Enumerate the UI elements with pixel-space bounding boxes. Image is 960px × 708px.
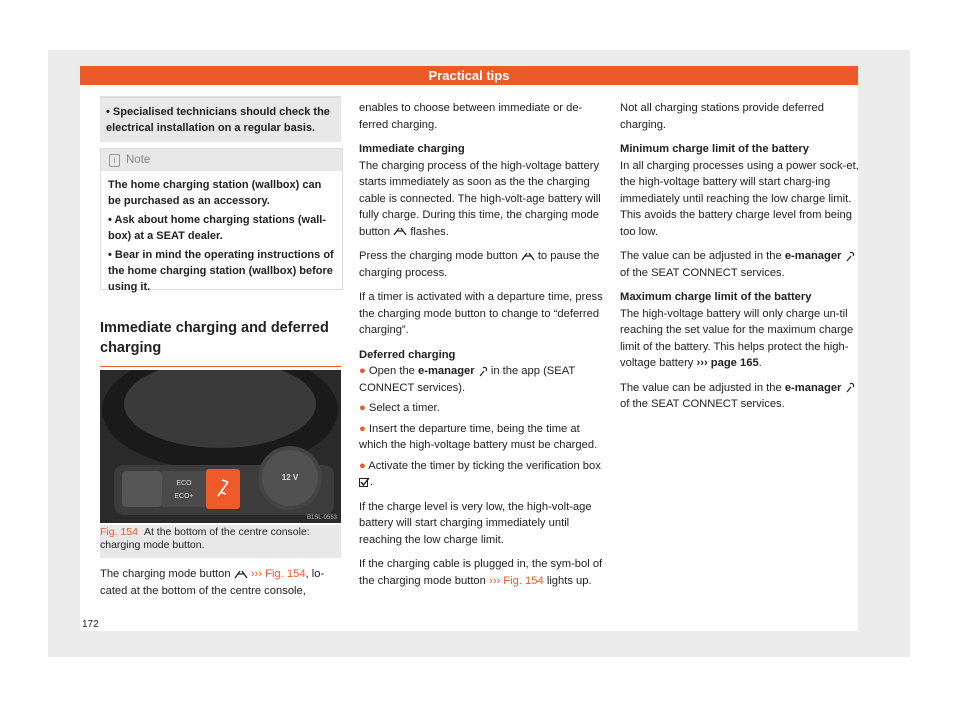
text-span: Press the charging mode button [359,250,518,262]
e-manager-icon [845,382,855,393]
note-body [101,171,342,295]
subheading-deferred-charging: Deferred charging [359,348,456,361]
bullet-dot: ● [359,459,369,472]
bullet-item [359,400,603,417]
figure-link[interactable]: ››› Fig. 154 [250,568,306,580]
note-item: The home charging station (wallbox) can be purchased as an accessory. [108,179,322,207]
note-heading: Note [126,154,151,166]
text-span: Insert the departure time, being the time at which the high-voltage battery must be charged. [359,422,598,451]
bullet-item [359,421,603,454]
charging-mode-icon [521,252,535,261]
info-icon: i [109,154,120,167]
text-span: Select a timer. [368,402,440,414]
text-span: to pause the charging process. [359,250,600,279]
text-span: The charging process of the high-voltage battery starts immediately as soon as the the charging cable is connected. The high-volt-age battery will fully charge. During this time, the charging mode button [359,159,601,238]
paragraph: If the charge level is very low, the high-volt-age battery will start charging immediately until reaching the low charge limit. [359,500,592,546]
section-title: Immediate charging and deferred charging [100,318,341,367]
text-span: The value can be adjusted in the [620,381,782,394]
text-span: If the charging cable is plugged in, the sym-bol of the charging mode button [359,558,603,587]
paragraph: enables to choose between immediate or de-ferred charging. [359,102,583,131]
column-2 [359,100,603,597]
figure-caption [100,525,341,558]
figure-caption-text: At the bottom of the centre console: charging mode button. [100,526,310,551]
e-manager-term: e-manager [418,365,475,377]
text-span: The charging mode button [100,568,231,580]
figure-code: B1SL-0553 [306,515,337,521]
text-span: flashes. [410,225,449,238]
text-span: The high-voltage battery will only charge un-til reaching the set value for the maximum charge limit of the battery. This helps protect the high-voltage battery [620,307,854,369]
charging-mode-icon [234,570,248,579]
paragraph [620,248,860,281]
paragraph [359,158,603,241]
paragraph [359,556,603,589]
subheading-immediate-charging: Immediate charging [359,143,465,155]
figure-caption-label: Fig. 154 [100,526,138,538]
paragraph [100,566,341,599]
text-span: Activate the timer by ticking the verification box [368,459,601,472]
figure-illustration [100,370,341,523]
bullet-dot: ● [359,365,369,377]
bullet-dot: ● [359,402,369,414]
text-span: of the SEAT CONNECT services. [620,266,785,279]
note-header [101,149,342,171]
e-manager-term: e-manager [784,250,842,262]
column-1-bottom [100,566,341,607]
eco-label: ECO [176,480,192,487]
e-manager-term: e-manager [784,381,842,394]
e-manager-icon [478,366,488,377]
paragraph [620,380,860,413]
text-span: of the SEAT CONNECT services. [620,398,785,410]
note-item: • Bear in mind the operating instructions of the home charging station (wallbox) before using it. [108,249,334,293]
text-span: The value can be adjusted in the [620,250,782,262]
warning-text: • Specialised technicians should check the electrical installation on a regular basis. [106,106,330,134]
text-span: , lo-cated at the bottom of the centre console, [100,568,325,597]
figure-link[interactable]: ››› Fig. 154 [489,574,544,587]
note-box [100,148,343,293]
bullet-dot: ● [359,422,369,435]
text-span: in the app (SEAT CONNECT services). [359,365,575,394]
paragraph [359,248,603,281]
warning-box [100,96,341,142]
checkbox-icon [359,477,370,488]
page-header: Practical tips [80,66,858,85]
subheading-minimum-charge: Minimum charge limit of the battery [620,143,809,155]
column-3 [620,100,860,421]
figure-charging-button [100,370,341,523]
paragraph [620,306,860,372]
paragraph: Not all charging stations provide deferred charging. [620,102,824,131]
e-manager-icon [845,251,855,262]
text-span: Open the [368,365,415,377]
paragraph: If a timer is activated with a departure time, press the charging mode button to change to “deferred charging”. [359,291,603,336]
bullet-item [359,363,603,396]
text-span: . [758,357,762,369]
text-span: lights up. [546,574,592,587]
page-link[interactable]: ››› page 165 [696,357,759,369]
socket-label: 12 V [281,473,299,482]
page-number: 172 [82,619,99,630]
bullet-item [359,458,603,491]
note-item: • Ask about home charging stations (wall-box) at a SEAT dealer. [108,214,326,242]
subheading-maximum-charge: Maximum charge limit of the battery [620,291,812,303]
eco-plus-label: ECO+ [174,493,194,500]
charging-mode-icon [393,227,407,236]
text-span: . [370,476,374,488]
paragraph: In all charging processes using a power sock-et, the high-voltage battery will start charg-ing immediately until reaching the low charge limit. This avoids the battery charge level from being too low. [620,159,859,238]
